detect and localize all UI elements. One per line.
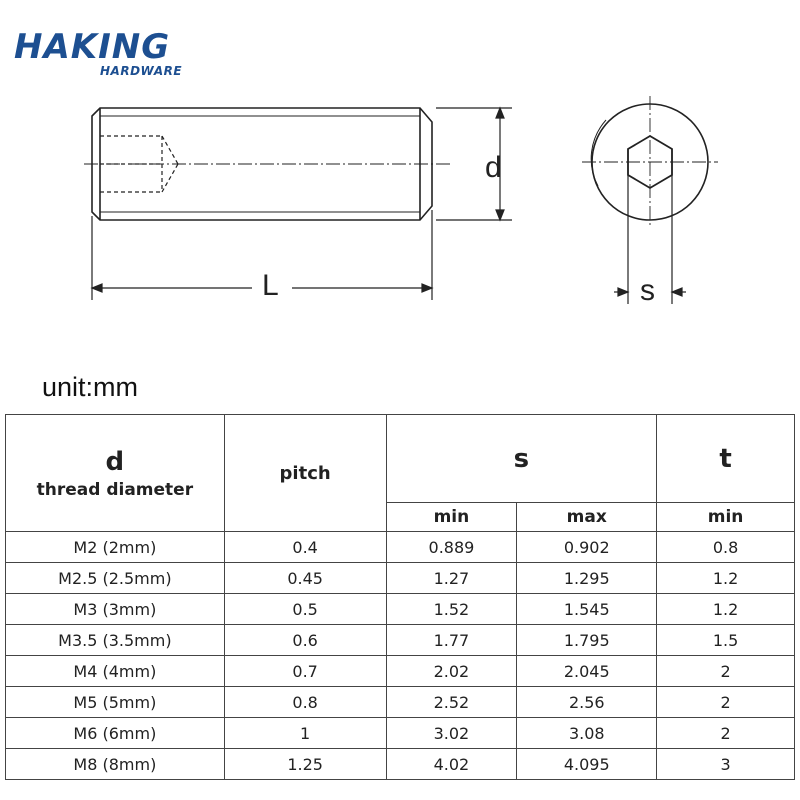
cell-t-min: 0.8 xyxy=(657,532,795,563)
screw-end-view xyxy=(582,96,718,228)
cell-s-max: 2.56 xyxy=(517,687,657,718)
header-d-desc: thread diameter xyxy=(36,480,194,500)
cell-s-min: 0.889 xyxy=(386,532,517,563)
cell-s-min: 2.52 xyxy=(386,687,517,718)
cell-d: M2 (2mm) xyxy=(6,532,225,563)
header-s-max: max xyxy=(517,503,657,532)
screw-side-view xyxy=(84,108,450,220)
table-row xyxy=(6,749,795,780)
table-row xyxy=(6,687,795,718)
cell-t-min: 2 xyxy=(657,687,795,718)
cell-d: M6 (6mm) xyxy=(6,718,225,749)
cell-pitch: 0.7 xyxy=(224,656,386,687)
header-d-symbol: d xyxy=(105,447,125,477)
cell-pitch: 0.6 xyxy=(224,625,386,656)
cell-d: M8 (8mm) xyxy=(6,749,225,780)
cell-s-max: 2.045 xyxy=(517,656,657,687)
unit-label: unit:mm xyxy=(42,372,139,402)
cell-d: M2.5 (2.5mm) xyxy=(6,563,225,594)
cell-s-max: 3.08 xyxy=(517,718,657,749)
table-body xyxy=(6,532,795,780)
cell-s-max: 4.095 xyxy=(517,749,657,780)
table-row xyxy=(6,532,795,563)
cell-d: M5 (5mm) xyxy=(6,687,225,718)
cell-pitch: 0.5 xyxy=(224,594,386,625)
cell-s-max: 1.795 xyxy=(517,625,657,656)
label-L: L xyxy=(262,269,279,302)
cell-s-max: 0.902 xyxy=(517,532,657,563)
cell-d: M3.5 (3.5mm) xyxy=(6,625,225,656)
table-row xyxy=(6,718,795,749)
table-row xyxy=(6,563,795,594)
cell-t-min: 3 xyxy=(657,749,795,780)
cell-t-min: 2 xyxy=(657,718,795,749)
cell-d: M3 (3mm) xyxy=(6,594,225,625)
brand-tagline: HARDWARE xyxy=(100,64,183,78)
cell-pitch: 0.8 xyxy=(224,687,386,718)
header-pitch: pitch xyxy=(224,415,386,532)
cell-pitch: 1.25 xyxy=(224,749,386,780)
cell-t-min: 1.5 xyxy=(657,625,795,656)
label-d: d xyxy=(485,151,502,184)
table-row xyxy=(6,625,795,656)
cell-t-min: 1.2 xyxy=(657,563,795,594)
cell-s-max: 1.295 xyxy=(517,563,657,594)
cell-s-min: 1.27 xyxy=(386,563,517,594)
cell-s-max: 1.545 xyxy=(517,594,657,625)
cell-s-min: 4.02 xyxy=(386,749,517,780)
header-d xyxy=(6,415,225,532)
table-row xyxy=(6,594,795,625)
table-row xyxy=(6,656,795,687)
brand-name: HAKING xyxy=(14,27,171,67)
cell-s-min: 1.52 xyxy=(386,594,517,625)
cell-t-min: 2 xyxy=(657,656,795,687)
table-header-row xyxy=(6,415,795,503)
set-screw-drawing xyxy=(0,0,800,360)
cell-s-min: 3.02 xyxy=(386,718,517,749)
header-s: s xyxy=(386,415,657,503)
cell-pitch: 1 xyxy=(224,718,386,749)
cell-s-min: 2.02 xyxy=(386,656,517,687)
header-t: t xyxy=(657,415,795,503)
cell-s-min: 1.77 xyxy=(386,625,517,656)
label-s: s xyxy=(640,274,655,307)
header-t-min: min xyxy=(657,503,795,532)
cell-pitch: 0.4 xyxy=(224,532,386,563)
spec-table xyxy=(5,414,795,780)
header-s-min: min xyxy=(386,503,517,532)
cell-pitch: 0.45 xyxy=(224,563,386,594)
cell-d: M4 (4mm) xyxy=(6,656,225,687)
cell-t-min: 1.2 xyxy=(657,594,795,625)
